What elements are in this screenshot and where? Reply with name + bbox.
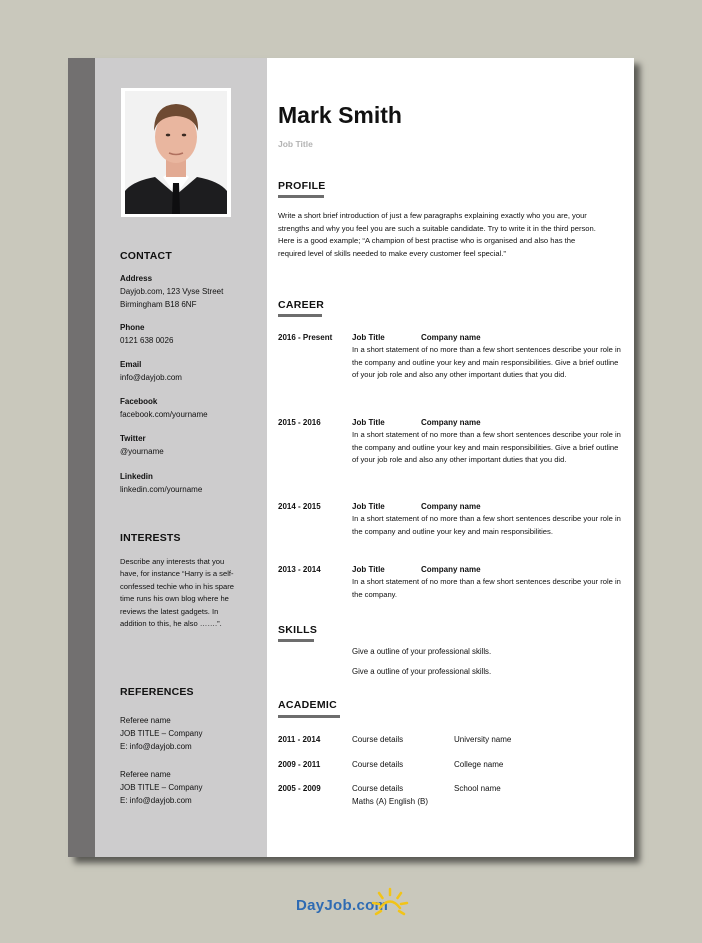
interests-text: Describe any interests that you have, for instance “Harry is a self-confessed techie who in his spare time runs his own blog where he reviews the latest gadgets. In addition to this, he also …….”. xyxy=(120,557,234,629)
career-company: Company name xyxy=(421,565,481,574)
career-job-title: Job Title xyxy=(352,565,385,574)
candidate-job-title: Job Title xyxy=(278,139,313,149)
career-job-title: Job Title xyxy=(352,502,385,511)
academic-underline xyxy=(278,715,340,718)
referee-title: JOB TITLE – Company xyxy=(120,729,203,738)
career-dates: 2014 - 2015 xyxy=(278,502,321,511)
career-description: In a short statement of no more than a few short sentences describe your role in the company and outline your key and main responsibilities. xyxy=(352,514,621,536)
sun-icon xyxy=(370,886,410,925)
career-description: In a short statement of no more than a few short sentences describe your role in the company and outline your key and main responsibilities. Give a brief outline of your job role and also any other important duties that you did. xyxy=(352,345,621,379)
email-value[interactable]: info@dayjob.com xyxy=(120,373,182,382)
referee-title: JOB TITLE – Company xyxy=(120,783,203,792)
address-label: Address xyxy=(120,274,153,283)
academic-course: Course details xyxy=(352,735,404,744)
skills-underline xyxy=(278,639,314,642)
career-job-title: Job Title xyxy=(352,333,385,342)
facebook-value[interactable]: facebook.com/yourname xyxy=(120,410,208,419)
facebook-label: Facebook xyxy=(120,397,158,406)
cv-page xyxy=(68,58,634,857)
academic-course: Course details xyxy=(352,760,404,769)
profile-photo xyxy=(121,88,231,217)
profile-heading: PROFILE xyxy=(278,180,326,192)
skill-item: Give a outline of your professional skills. xyxy=(352,647,492,656)
career-underline xyxy=(278,314,322,317)
profile-text: Write a short brief introduction of just a few paragraphs explaining exactly who you are, your strengths and why you feel you are such a suitable candidate. Try to write it in the third person. Here is a good example; “A champion of best practise who is organised and also has the required level of skills needed to make every customer feel special.” xyxy=(278,211,596,258)
skill-item: Give a outline of your professional skills. xyxy=(352,667,492,676)
career-job-title: Job Title xyxy=(352,418,385,427)
referee-name: Referee name xyxy=(120,770,171,779)
academic-dates: 2009 - 2011 xyxy=(278,760,321,769)
referee-name: Referee name xyxy=(120,716,171,725)
academic-dates: 2005 - 2009 xyxy=(278,784,321,793)
sidebar-accent-bar xyxy=(68,58,95,857)
interests-heading: INTERESTS xyxy=(120,532,181,544)
career-dates: 2016 - Present xyxy=(278,333,333,342)
career-description: In a short statement of no more than a few short sentences describe your role in the company and outline your key and main responsibilities. Give a brief outline of your job role and also any other important duties that you did. xyxy=(352,430,621,464)
career-dates: 2013 - 2014 xyxy=(278,565,321,574)
academic-heading: ACADEMIC xyxy=(278,699,337,711)
linkedin-label: Linkedin xyxy=(120,472,153,481)
career-description: In a short statement of no more than a few short sentences describe your role in the company. xyxy=(352,577,621,599)
academic-dates: 2011 - 2014 xyxy=(278,735,321,744)
twitter-label: Twitter xyxy=(120,434,146,443)
referee-email[interactable]: E: info@dayjob.com xyxy=(120,742,192,751)
career-company: Company name xyxy=(421,502,481,511)
career-dates: 2015 - 2016 xyxy=(278,418,321,427)
twitter-value[interactable]: @yourname xyxy=(120,447,164,456)
candidate-name: Mark Smith xyxy=(278,102,402,128)
academic-course: Course details xyxy=(352,784,404,793)
linkedin-value[interactable]: linkedin.com/yourname xyxy=(120,485,203,494)
address-line2: Birmingham B18 6NF xyxy=(120,300,197,309)
phone-value: 0121 638 0026 xyxy=(120,336,174,345)
academic-institution: School name xyxy=(454,784,501,793)
referee-email[interactable]: E: info@dayjob.com xyxy=(120,796,192,805)
skills-heading: SKILLS xyxy=(278,624,318,636)
address-line1: Dayjob.com, 123 Vyse Street xyxy=(120,287,224,296)
email-label: Email xyxy=(120,360,142,369)
career-heading: CAREER xyxy=(278,299,325,311)
phone-label: Phone xyxy=(120,323,145,332)
dayjob-logo[interactable]: DayJob.com xyxy=(296,897,389,914)
career-company: Company name xyxy=(421,333,481,342)
academic-grades: Maths (A) English (B) xyxy=(352,797,429,806)
career-company: Company name xyxy=(421,418,481,427)
academic-institution: College name xyxy=(454,760,504,769)
references-heading: REFERENCES xyxy=(120,686,194,698)
academic-institution: University name xyxy=(454,735,512,744)
contact-heading: CONTACT xyxy=(120,250,172,262)
profile-underline xyxy=(278,195,324,198)
